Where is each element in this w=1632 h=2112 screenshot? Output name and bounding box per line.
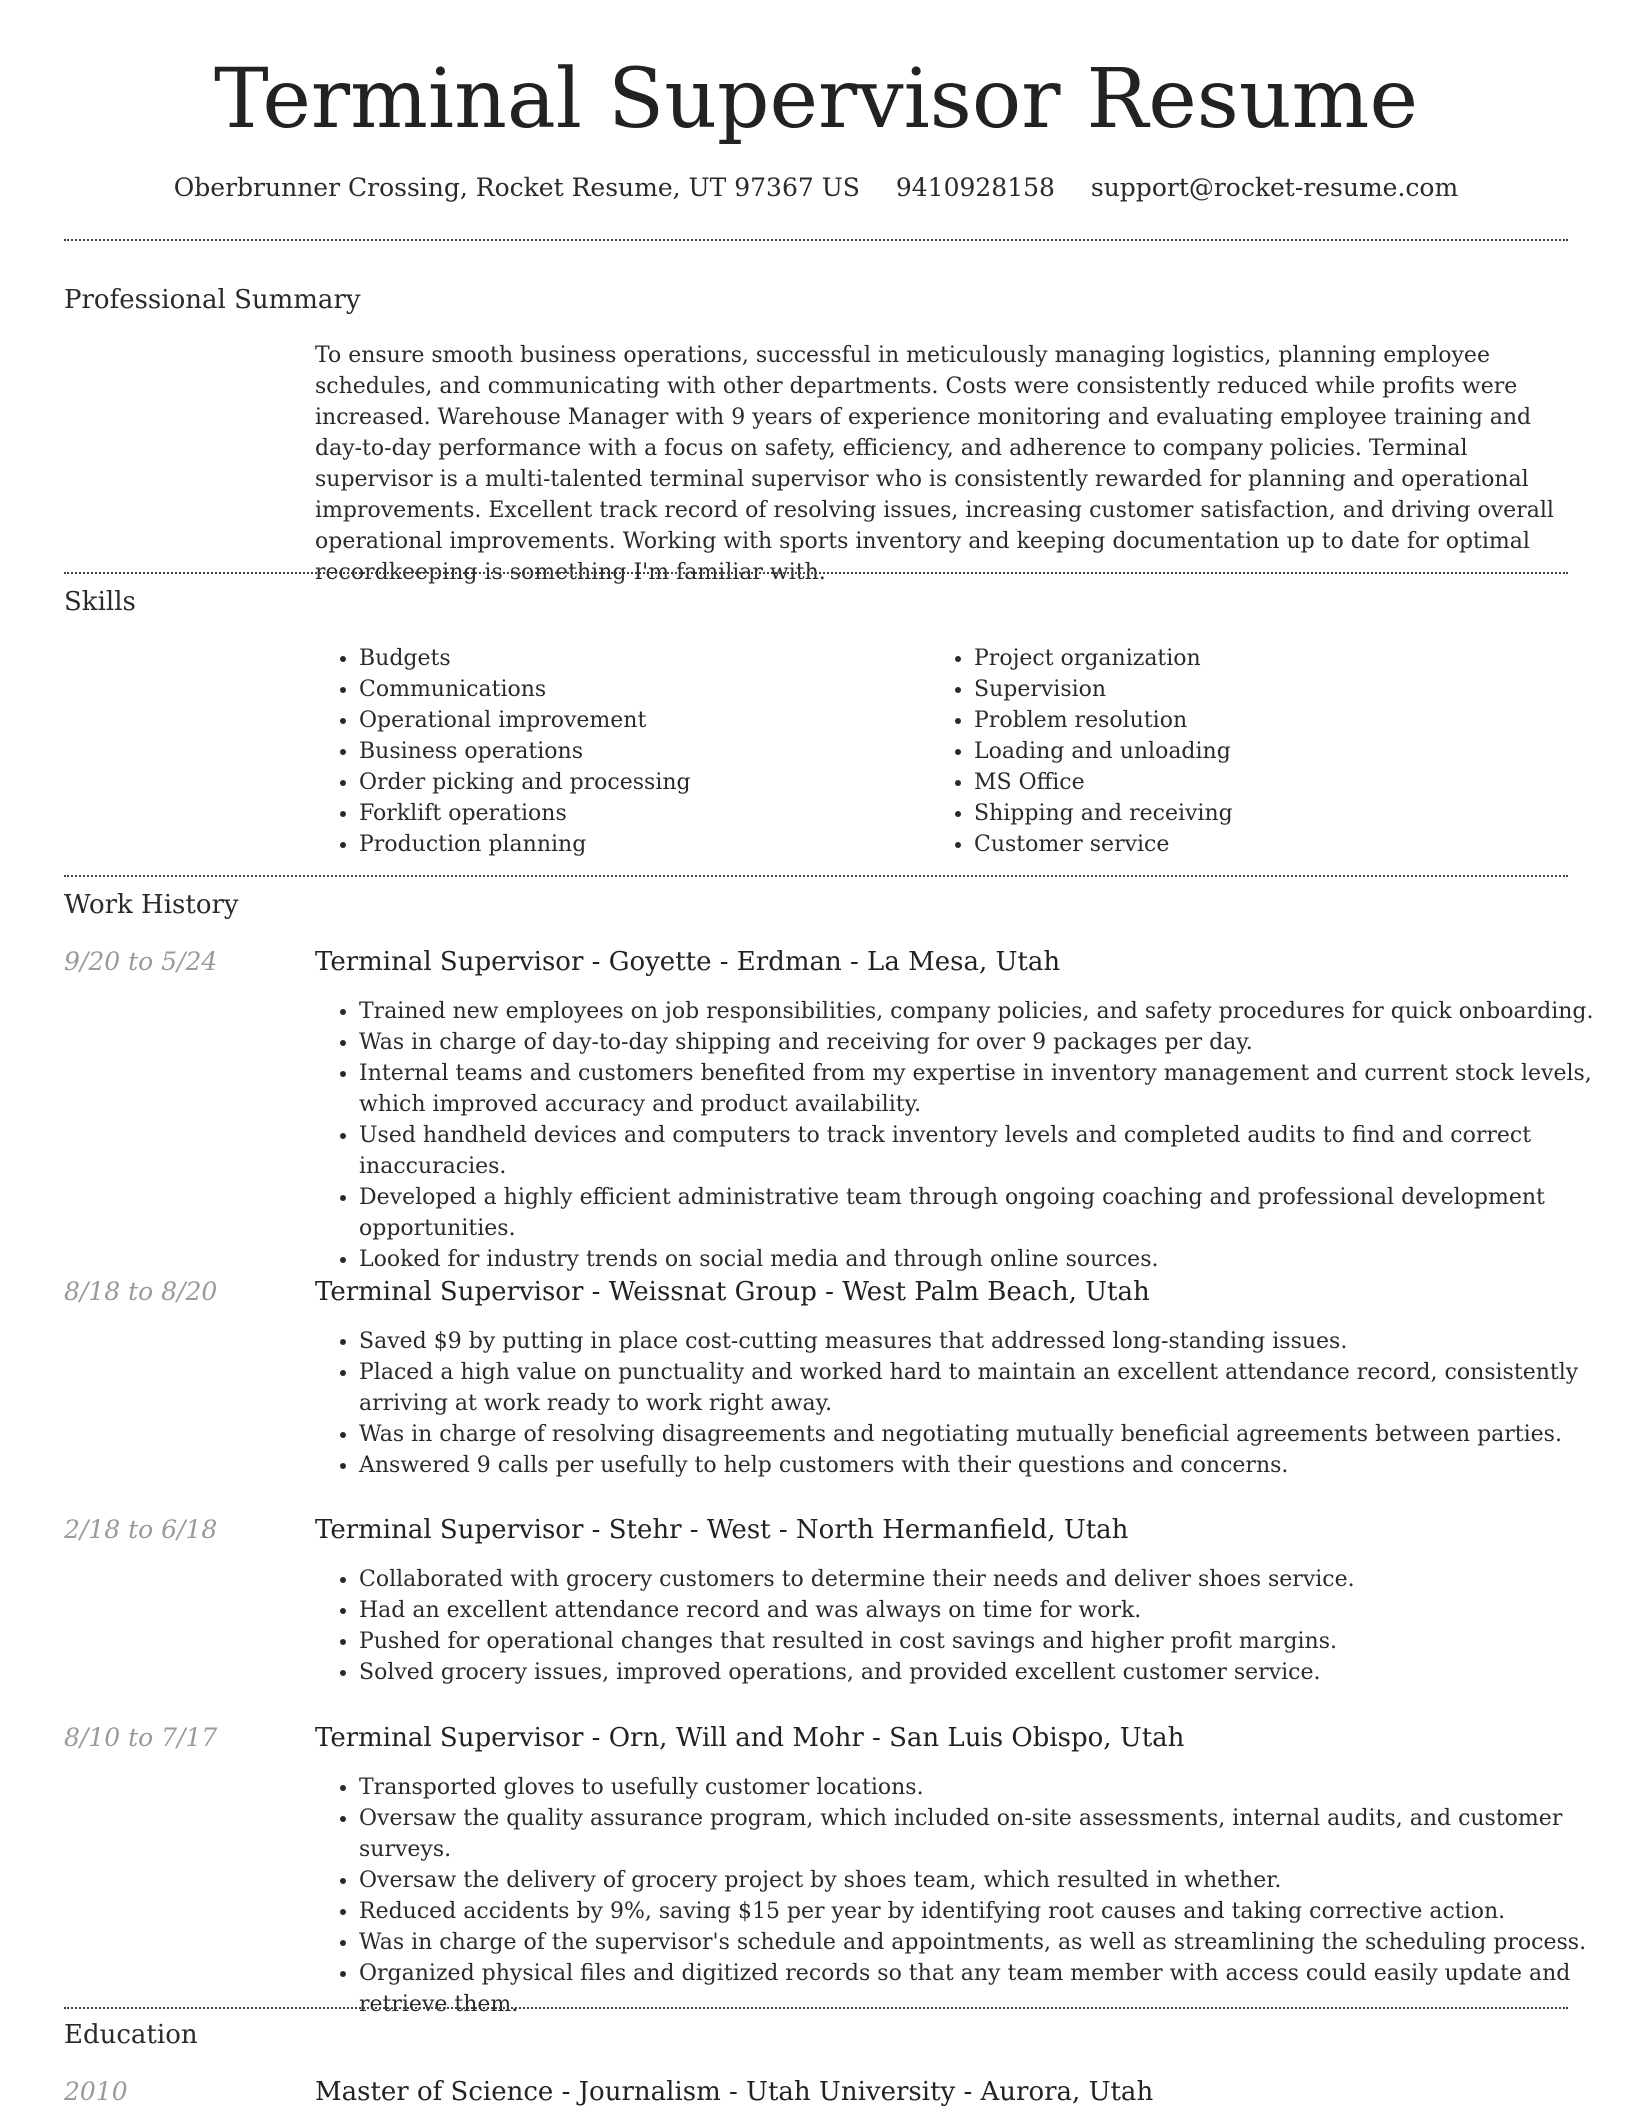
job-bullet: • Transported gloves to usefully customer locations. <box>359 1772 1612 1803</box>
job-bullet: • Answered 9 calls per usefully to help customers with their questions and concerns. <box>359 1450 1612 1481</box>
job-bullet: • Internal teams and customers benefited from my expertise in inventory management and current stock levels, which improved accuracy and product availability. <box>359 1058 1612 1120</box>
job-bullet: • Solved grocery issues, improved operations, and provided excellent customer service. <box>359 1657 1612 1688</box>
job-bullet: • Pushed for operational changes that resulted in cost savings and higher profit margins. <box>359 1626 1612 1657</box>
skill-item: • Shipping and receiving <box>974 798 1233 829</box>
skill-item: • Supervision <box>974 674 1233 705</box>
section-heading-work: Work History <box>64 890 239 920</box>
page-title: Terminal Supervisor Resume <box>214 52 1418 147</box>
job-bullet: • Collaborated with grocery customers to determine their needs and deliver shoes service. <box>359 1564 1612 1595</box>
skill-item: • Budgets <box>359 643 691 674</box>
job-bullet: • Looked for industry trends on social media and through online sources. <box>359 1244 1612 1275</box>
job-title: Terminal Supervisor - Stehr - West - North Hermanfield, Utah <box>315 1515 1129 1545</box>
contact-phone: 9410928158 <box>895 173 1055 202</box>
job-bullets <box>315 1564 1612 1688</box>
skill-item: • Project organization <box>974 643 1233 674</box>
divider <box>64 2007 1568 2009</box>
job-bullet: • Used handheld devices and computers to track inventory levels and completed audits to find and correct inaccuracies. <box>359 1120 1612 1182</box>
job-title: Terminal Supervisor - Orn, Will and Mohr - San Luis Obispo, Utah <box>315 1723 1185 1753</box>
job-bullet: • Organized physical files and digitized records so that any team member with access could easily update and retrieve them. <box>359 1958 1612 2020</box>
skills-list-left <box>315 643 691 860</box>
skill-item: • MS Office <box>974 767 1233 798</box>
skill-item: • Business operations <box>359 736 691 767</box>
skill-item: • Problem resolution <box>974 705 1233 736</box>
job-bullet: • Saved $9 by putting in place cost-cutting measures that addressed long-standing issues. <box>359 1326 1612 1357</box>
job-title: Terminal Supervisor - Weissnat Group - West Palm Beach, Utah <box>315 1277 1150 1307</box>
job-bullet: • Was in charge of day-to-day shipping and receiving for over 9 packages per day. <box>359 1027 1612 1058</box>
contact-address: Oberbrunner Crossing, Rocket Resume, UT 97367 US <box>173 173 860 202</box>
education-title: Master of Science - Journalism - Utah University - Aurora, Utah <box>315 2077 1154 2107</box>
skills-list-right <box>930 643 1233 860</box>
skill-item: • Forklift operations <box>359 798 691 829</box>
job-bullet: • Had an excellent attendance record and was always on time for work. <box>359 1595 1612 1626</box>
contact-line <box>0 172 1632 204</box>
job-title: Terminal Supervisor - Goyette - Erdman - La Mesa, Utah <box>315 947 1061 977</box>
job-bullet: • Developed a highly efficient administrative team through ongoing coaching and professional development opportunities. <box>359 1182 1612 1244</box>
job-bullet: • Was in charge of the supervisor's schedule and appointments, as well as streamlining the scheduling process. <box>359 1927 1612 1958</box>
job-bullets <box>315 996 1612 1275</box>
skill-item: • Communications <box>359 674 691 705</box>
job-bullet: • Reduced accidents by 9%, saving $15 per year by identifying root causes and taking corrective action. <box>359 1896 1612 1927</box>
divider <box>64 572 1568 574</box>
divider <box>64 239 1568 241</box>
skill-item: • Production planning <box>359 829 691 860</box>
job-bullet: • Was in charge of resolving disagreements and negotiating mutually beneficial agreements between parties. <box>359 1419 1612 1450</box>
job-bullet: • Oversaw the quality assurance program, which included on-site assessments, internal audits, and customer surveys. <box>359 1803 1612 1865</box>
contact-email: support@rocket-resume.com <box>1090 173 1459 202</box>
divider <box>64 875 1568 877</box>
summary-text: To ensure smooth business operations, successful in meticulously managing logistics, planning employee schedules, and communicating with other departments. Costs were consistently reduced while profits were increased. Warehouse Manager with 9 years of experience monitoring and evaluating employee training and day-to-day performance with a focus on safety, efficiency, and adherence to company policies. Terminal supervisor is a multi-talented terminal supervisor who is consistently rewarded for planning and operational improvements. Excellent track record of resolving issues, increasing customer satisfaction, and driving overall operational improvements. Working with sports inventory and keeping documentation up to date for optimal recordkeeping is something I'm familiar with. <box>315 343 1554 585</box>
skill-item: • Order picking and processing <box>359 767 691 798</box>
job-dates: 8/10 to 7/17 <box>64 1723 218 1752</box>
section-heading-education: Education <box>64 2020 198 2050</box>
job-dates: 2/18 to 6/18 <box>64 1515 218 1544</box>
skill-item: • Loading and unloading <box>974 736 1233 767</box>
skill-item: • Operational improvement <box>359 705 691 736</box>
job-bullets <box>315 1326 1612 1481</box>
job-bullet: • Placed a high value on punctuality and worked hard to maintain an excellent attendance record, consistently arriving at work ready to work right away. <box>359 1357 1612 1419</box>
section-heading-skills: Skills <box>64 587 136 617</box>
job-bullet: • Oversaw the delivery of grocery project by shoes team, which resulted in whether. <box>359 1865 1612 1896</box>
education-year: 2010 <box>64 2077 128 2106</box>
job-bullet: • Trained new employees on job responsibilities, company policies, and safety procedures for quick onboarding. <box>359 996 1612 1027</box>
job-dates: 9/20 to 5/24 <box>64 947 218 976</box>
skill-item: • Customer service <box>974 829 1233 860</box>
job-bullets <box>315 1772 1612 2020</box>
section-heading-summary: Professional Summary <box>64 285 361 315</box>
job-dates: 8/18 to 8/20 <box>64 1277 218 1306</box>
